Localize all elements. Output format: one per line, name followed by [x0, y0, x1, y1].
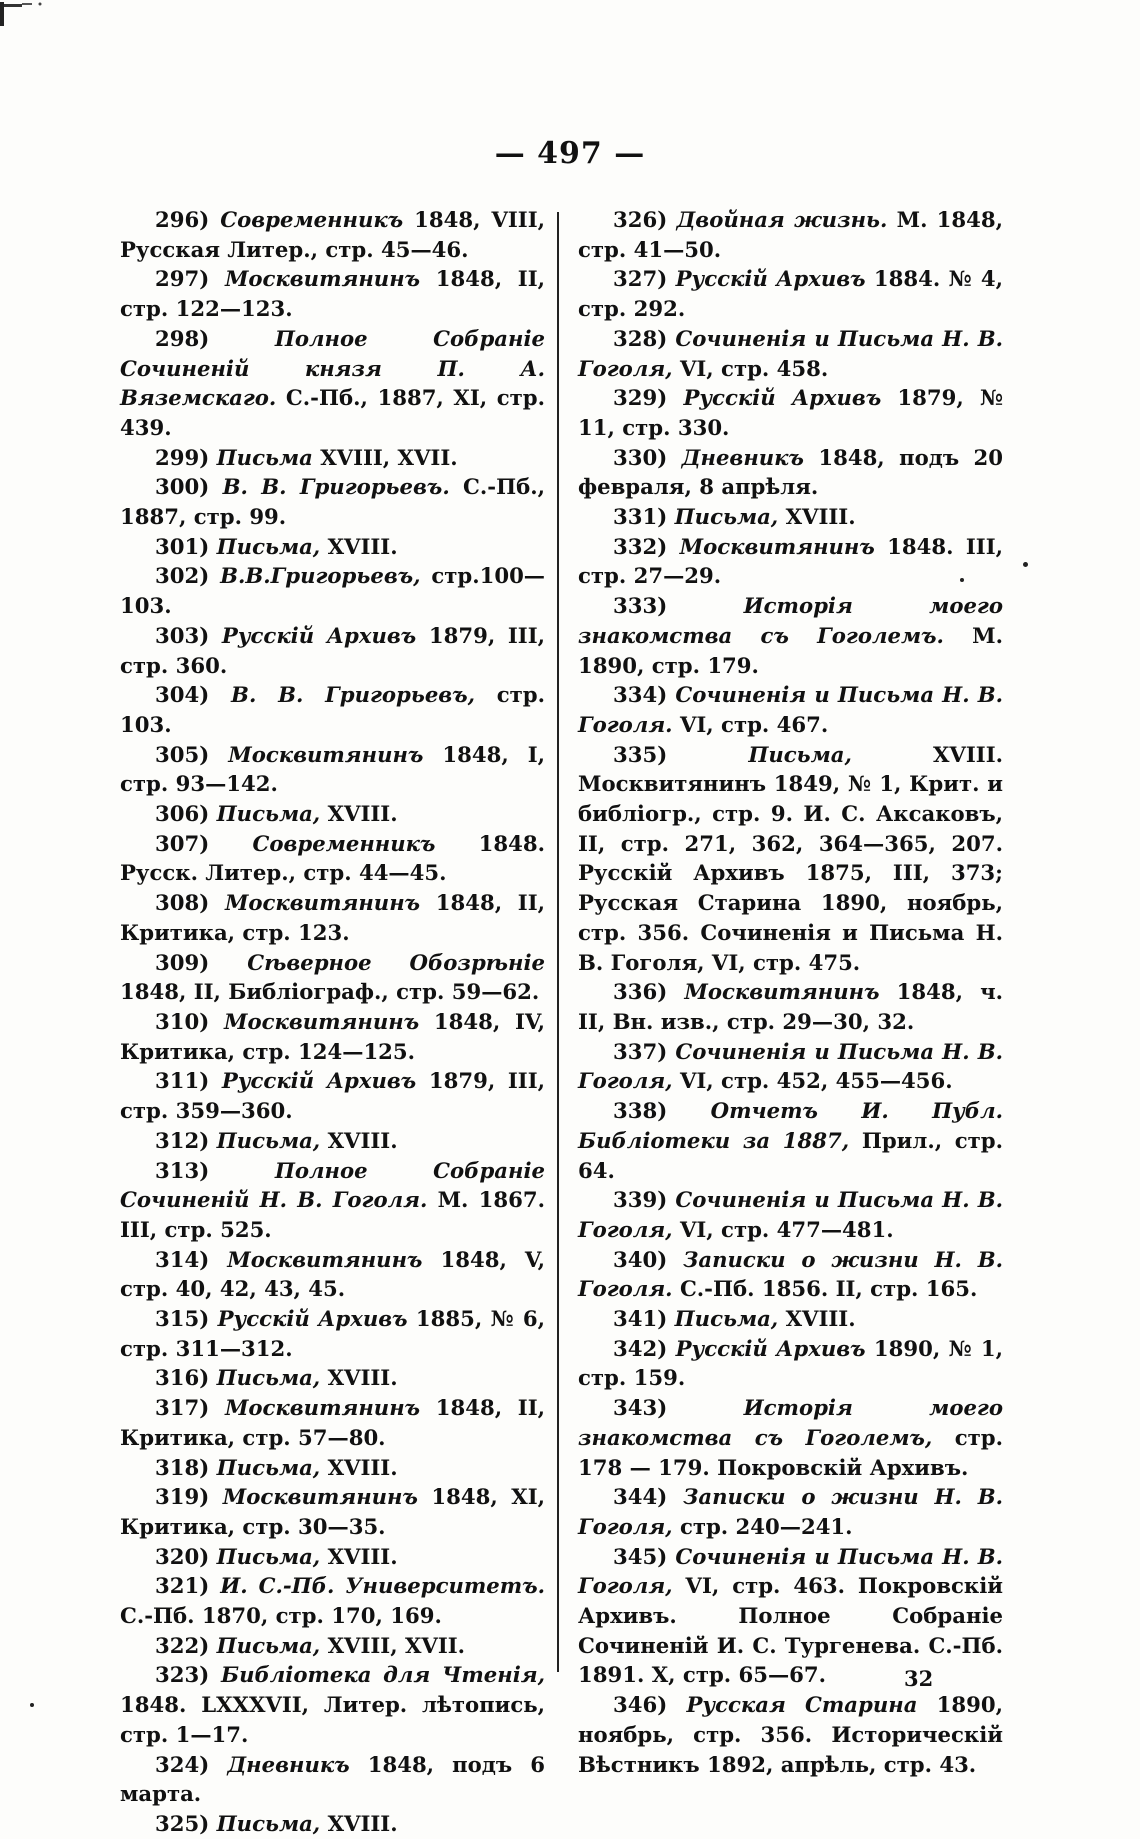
- footnote-title: Русскій Архивъ: [217, 1306, 408, 1332]
- footnote-details: 1848, подъ 20 февраля, 8 апрѣля.: [578, 444, 1003, 500]
- footnote-entry: [120, 561, 545, 620]
- signature-mark: 32: [904, 1666, 934, 1691]
- footnote-title: Дневникъ: [227, 1751, 350, 1777]
- footnote-number: 316): [155, 1365, 217, 1391]
- footnote-entry: [120, 740, 545, 799]
- footnote-number: 330): [613, 444, 682, 470]
- footnote-entry: [578, 1482, 1003, 1541]
- footnote-entry: [120, 888, 545, 947]
- footnote-number: 341): [613, 1306, 675, 1332]
- footnote-number: 323): [155, 1662, 221, 1688]
- footnote-title: Москвитянинъ: [224, 1395, 421, 1421]
- footnote-details: VI, стр. 463. Покровскій Архивъ. Полное Собраніе Сочиненій И. С. Тургенева. С.-Пб. 1891. X, стр. 65—67.: [578, 1573, 1003, 1688]
- footnote-number: 342): [613, 1335, 676, 1361]
- footnote-entry: [120, 1304, 545, 1363]
- footnote-details: Прил., стр. 64.: [578, 1127, 1003, 1183]
- footnote-number: 302): [155, 563, 221, 589]
- footnote-entry: [120, 799, 545, 829]
- footnote-title: Записки о жизни Н. В. Гоголя,: [578, 1484, 1003, 1539]
- footnote-entry: [120, 621, 545, 680]
- footnote-entry: [578, 1304, 1003, 1334]
- footnote-entry: [120, 532, 545, 562]
- footnote-number: 338): [613, 1098, 711, 1124]
- footnote-entry: [120, 1750, 545, 1809]
- footnote-number: 299): [155, 444, 217, 470]
- footnote-details: стр. 103.: [120, 682, 545, 737]
- footnote-details: 1890, ноябрь, стр. 356. Историческій Вѣстникъ 1892, апрѣль, стр. 43.: [578, 1692, 1003, 1777]
- footnote-entry: [578, 1334, 1003, 1393]
- footnote-number: 301): [155, 533, 217, 559]
- footnote-details: XVIII. Москвитянинъ 1849, № 1, Крит. и библіогр., стр. 9. И. С. Аксаковъ, II, стр. 271, 362, 364—365, 207. Русскій Архивъ 1875, III, 373; Русская Старина 1890, ноябрь, стр. 356. Сочиненія и Письма Н. В. Гоголя, VI, стр. 475.: [578, 741, 1003, 975]
- footnote-number: 332): [613, 533, 680, 559]
- footnote-title: Исторія моего знакомства съ Гоголемъ,: [578, 1395, 1003, 1450]
- footnote-entry: [578, 383, 1003, 442]
- footnote-title: Письма,: [216, 1543, 321, 1569]
- footnote-title: Русскій Архивъ: [221, 622, 417, 648]
- footnote-number: 328): [613, 325, 676, 351]
- footnote-number: 309): [155, 949, 248, 975]
- footnote-title: Сочиненія и Письма Н. В. Гоголя.: [578, 682, 1003, 737]
- footnote-entry: [120, 1542, 545, 1572]
- footnote-details: 1879, III, стр. 359—360.: [120, 1068, 545, 1124]
- footnote-entry: [578, 532, 1003, 591]
- footnote-details: стр. 178 — 179. Покровскій Архивъ.: [578, 1424, 1003, 1480]
- footnote-entry: [120, 1482, 545, 1541]
- footnote-title: Русскій Архивъ: [675, 266, 866, 292]
- footnote-title: В.В.Григорьевъ,: [220, 563, 421, 589]
- footnote-number: 329): [613, 385, 684, 411]
- footnote-number: 305): [155, 741, 229, 767]
- footnote-number: 325): [155, 1810, 217, 1836]
- footnote-details: VI, стр. 467.: [672, 711, 829, 737]
- footnote-details: стр. 240—241.: [672, 1513, 853, 1539]
- footnote-entry: [578, 502, 1003, 532]
- footnote-details: VI, стр. 452, 455—456.: [672, 1068, 953, 1094]
- footnote-details: 1890, № 1, стр. 159.: [578, 1335, 1003, 1391]
- footnote-title: Письма: [216, 444, 313, 470]
- footnote-details: 1848, XI, Критика, стр. 30—35.: [120, 1484, 545, 1539]
- footnote-entry: [578, 1245, 1003, 1304]
- footnote-entry: [578, 443, 1003, 502]
- footnote-entry: [120, 680, 545, 739]
- footnote-number: 310): [155, 1008, 224, 1034]
- footnote-number: 343): [613, 1395, 744, 1421]
- footnote-title: Сочиненія и Письма Н. В. Гоголя,: [578, 1187, 1003, 1242]
- footnote-details: VI, стр. 477—481.: [672, 1216, 894, 1242]
- footnote-details: XVIII.: [320, 1365, 398, 1391]
- footnote-entry: [578, 1185, 1003, 1244]
- footnote-title: Москвитянинъ: [222, 1484, 418, 1510]
- footnote-number: 313): [155, 1157, 275, 1183]
- footnote-details: XVIII.: [320, 1543, 398, 1569]
- footnote-number: 326): [613, 207, 677, 232]
- footnote-details: 1848, II, стр. 122—123.: [120, 266, 545, 322]
- footnote-title: Письма,: [216, 1632, 321, 1658]
- footnote-details: XVIII.: [778, 1306, 856, 1332]
- footnote-title: Москвитянинъ: [679, 533, 875, 559]
- left-column: [120, 205, 545, 1839]
- footnote-entry: [120, 1631, 545, 1661]
- footnote-details: 1848, ч. II, Вн. изв., стр. 29—30, 32.: [578, 979, 1003, 1034]
- footnote-title: Сочиненія и Письма Н. В. Гоголя,: [578, 1543, 1003, 1599]
- footnote-details: 1848, V, стр. 40, 42, 43, 45.: [120, 1246, 545, 1302]
- footnote-number: 344): [613, 1484, 684, 1510]
- footnote-title: Москвитянинъ: [224, 1008, 420, 1034]
- footnote-title: Письма,: [216, 801, 321, 827]
- footnote-title: В. В. Григорьевъ,: [231, 682, 475, 708]
- footnote-details: С.-Пб. 1856. II, стр. 165.: [672, 1276, 978, 1302]
- footnote-title: Записки о жизни Н. В. Гоголя.: [578, 1246, 1003, 1302]
- footnote-entry: [120, 1363, 545, 1393]
- footnote-entry: [120, 1393, 545, 1452]
- page-number: — 497 —: [494, 136, 646, 171]
- footnote-details: С.-Пб. 1870, стр. 170, 169.: [120, 1603, 442, 1629]
- footnote-entry: [578, 1690, 1003, 1779]
- footnote-details: 1848, IV, Критика, стр. 124—125.: [120, 1008, 545, 1064]
- footnote-title: Москвитянинъ: [224, 890, 421, 916]
- footnote-entry: [578, 264, 1003, 323]
- footnote-details: 1884. № 4, стр. 292.: [578, 266, 1003, 322]
- footnote-number: 336): [613, 979, 685, 1005]
- footnote-details: XVIII, XVII.: [312, 444, 458, 470]
- footnote-number: 345): [613, 1543, 676, 1569]
- footnote-entry: [578, 680, 1003, 739]
- column-divider: [557, 212, 559, 1672]
- footnote-number: 320): [155, 1543, 217, 1569]
- footnote-entry: [120, 1245, 545, 1304]
- ink-speck: [960, 578, 964, 582]
- footnote-entry: [120, 1660, 545, 1749]
- footnote-entry: [120, 829, 545, 888]
- footnote-title: Сѣверное Обозрѣніе: [247, 949, 545, 975]
- footnote-title: Современникъ: [252, 830, 436, 856]
- footnote-details: XVIII.: [320, 1127, 398, 1153]
- footnote-details: С.-Пб., 1887, XI, стр. 439.: [120, 385, 545, 440]
- footnote-title: Письма,: [216, 1127, 321, 1153]
- footnote-number: 346): [613, 1692, 687, 1718]
- footnote-title: Письма,: [674, 504, 779, 530]
- footnote-title: Русскій Архивъ: [675, 1335, 866, 1361]
- footnote-details: 1848, VIII, Русская Литер., стр. 45—46.: [120, 207, 545, 262]
- footnote-title: Письма,: [216, 1454, 321, 1480]
- footnote-entry: [578, 977, 1003, 1036]
- footnote-title: Отчетъ И. Публ. Библіотеки за 1887,: [578, 1098, 1003, 1153]
- footnote-entry: [120, 948, 545, 1007]
- footnote-title: Письма,: [216, 1810, 321, 1836]
- footnote-title: Письма,: [216, 533, 321, 559]
- footnote-details: 1848. LXXXVII, Литер. лѣтопись, стр. 1—17.: [120, 1692, 545, 1747]
- footnote-number: 319): [155, 1484, 223, 1510]
- footnote-title: В. В. Григорьевъ.: [222, 474, 450, 500]
- footnote-details: XVIII.: [320, 1810, 398, 1836]
- footnote-number: 335): [613, 741, 749, 767]
- footnote-number: 317): [155, 1395, 225, 1421]
- footnote-details: 1848. Русск. Литер., стр. 44—45.: [120, 830, 545, 886]
- footnote-details: стр.100—103.: [120, 563, 545, 619]
- footnote-entry: [120, 205, 545, 264]
- footnote-number: 333): [613, 593, 744, 619]
- footnote-title: Исторія моего знакомства съ Гоголемъ.: [578, 593, 1003, 648]
- footnote-title: Библіотека для Чтенія,: [220, 1662, 545, 1688]
- footnote-details: 1848, II, Критика, стр. 123.: [120, 890, 545, 945]
- footnote-details: 1848, II, Библіограф., стр. 59—62.: [120, 979, 540, 1005]
- footnote-details: XVIII.: [778, 504, 856, 530]
- footnote-details: М. 1867. III, стр. 525.: [120, 1187, 545, 1242]
- footnote-number: 318): [155, 1454, 217, 1480]
- footnote-details: С.-Пб., 1887, стр. 99.: [120, 474, 545, 530]
- footnote-title: Сочиненія и Письма Н. В. Гоголя,: [578, 1038, 1003, 1094]
- footnote-number: 298): [155, 325, 275, 351]
- ink-speck: [30, 1703, 34, 1707]
- footnote-title: Москвитянинъ: [224, 266, 421, 292]
- footnote-entry: [578, 740, 1003, 978]
- footnote-details: М. 1890, стр. 179.: [578, 622, 1003, 678]
- footnote-entry: [120, 264, 545, 323]
- footnote-entry: [120, 443, 545, 473]
- footnote-title: Москвитянинъ: [684, 979, 880, 1005]
- footnote-details: 1885, № 6, стр. 311—312.: [120, 1306, 545, 1361]
- footnote-entry: [120, 1571, 545, 1630]
- footnote-number: 304): [155, 682, 232, 708]
- footnote-title: И. С.-Пб. Университетъ.: [220, 1573, 545, 1599]
- footnote-details: XVIII.: [320, 1454, 398, 1480]
- footnote-details: 1848, I, стр. 93—142.: [120, 741, 545, 797]
- footnote-number: 327): [613, 266, 676, 292]
- footnote-entry: [120, 1453, 545, 1483]
- footnote-title: Письма,: [216, 1365, 321, 1391]
- footnote-number: 314): [155, 1246, 228, 1272]
- footnote-entry: [120, 1066, 545, 1125]
- footnote-title: Дневникъ: [681, 444, 804, 470]
- footnote-details: VI, стр. 458.: [672, 355, 829, 381]
- footnote-entry: [578, 1542, 1003, 1691]
- footnote-entry: [120, 324, 545, 443]
- footnote-entry: [578, 591, 1003, 680]
- footnote-number: 331): [613, 504, 675, 530]
- footnote-title: Современникъ: [220, 207, 404, 232]
- scan-corner-artifact: [0, 0, 60, 30]
- footnote-details: 1879, № 11, стр. 330.: [578, 385, 1003, 440]
- footnote-title: Полное Собраніе Сочиненій князя П. А. Вяземскаго.: [120, 325, 545, 411]
- footnote-details: 1848, подъ 6 марта.: [120, 1751, 545, 1807]
- footnote-number: 340): [613, 1246, 684, 1272]
- footnote-entry: [578, 1096, 1003, 1185]
- footnote-number: 300): [155, 474, 223, 500]
- footnote-details: 1879, III, стр. 360.: [120, 622, 545, 678]
- footnote-entry: [120, 472, 545, 531]
- footnote-details: 1848. III, стр. 27—29.: [578, 533, 1003, 589]
- footnote-entry: [120, 1126, 545, 1156]
- footnote-number: 312): [155, 1127, 217, 1153]
- footnote-title: Русскій Архивъ: [221, 1068, 417, 1094]
- footnote-entry: [578, 205, 1003, 264]
- footnote-title: Полное Собраніе Сочиненій Н. В. Гоголя.: [120, 1157, 545, 1213]
- footnote-entry: [120, 1156, 545, 1245]
- footnote-details: XVIII.: [320, 801, 398, 827]
- footnote-entry: [120, 1809, 545, 1839]
- footnote-number: 296): [155, 207, 221, 232]
- footnote-number: 306): [155, 801, 217, 827]
- footnote-title: Двойная жизнь.: [676, 207, 888, 232]
- footnote-number: 307): [155, 830, 253, 856]
- footnote-number: 334): [613, 682, 676, 708]
- footnote-title: Письма,: [674, 1306, 779, 1332]
- footnote-details: М. 1848, стр. 41—50.: [578, 207, 1003, 262]
- footnote-title: Москвитянинъ: [227, 1246, 423, 1272]
- footnote-number: 339): [613, 1187, 676, 1213]
- footnote-number: 337): [613, 1038, 676, 1064]
- footnote-number: 322): [155, 1632, 217, 1658]
- footnote-number: 297): [155, 266, 225, 292]
- footnote-title: Сочиненія и Письма Н. В. Гоголя,: [578, 325, 1003, 381]
- right-column: [578, 205, 1003, 1779]
- footnote-title: Русскій Архивъ: [683, 385, 882, 411]
- footnote-entry: [120, 1007, 545, 1066]
- ink-speck: [1023, 562, 1028, 567]
- footnote-number: 321): [155, 1573, 221, 1599]
- footnote-entry: [578, 1393, 1003, 1482]
- footnote-number: 324): [155, 1751, 228, 1777]
- footnote-title: Москвитянинъ: [228, 741, 424, 767]
- footnote-number: 315): [155, 1306, 218, 1332]
- footnote-title: Русская Старина: [686, 1692, 918, 1718]
- footnote-number: 303): [155, 622, 222, 648]
- footnote-entry: [578, 1037, 1003, 1096]
- footnote-details: 1848, II, Критика, стр. 57—80.: [120, 1395, 545, 1450]
- footnote-number: 308): [155, 890, 225, 916]
- footnote-entry: [578, 324, 1003, 383]
- footnote-details: XVIII, XVII.: [320, 1632, 466, 1658]
- footnote-title: Письма,: [748, 741, 852, 767]
- footnote-number: 311): [155, 1068, 222, 1094]
- footnote-details: XVIII.: [320, 533, 398, 559]
